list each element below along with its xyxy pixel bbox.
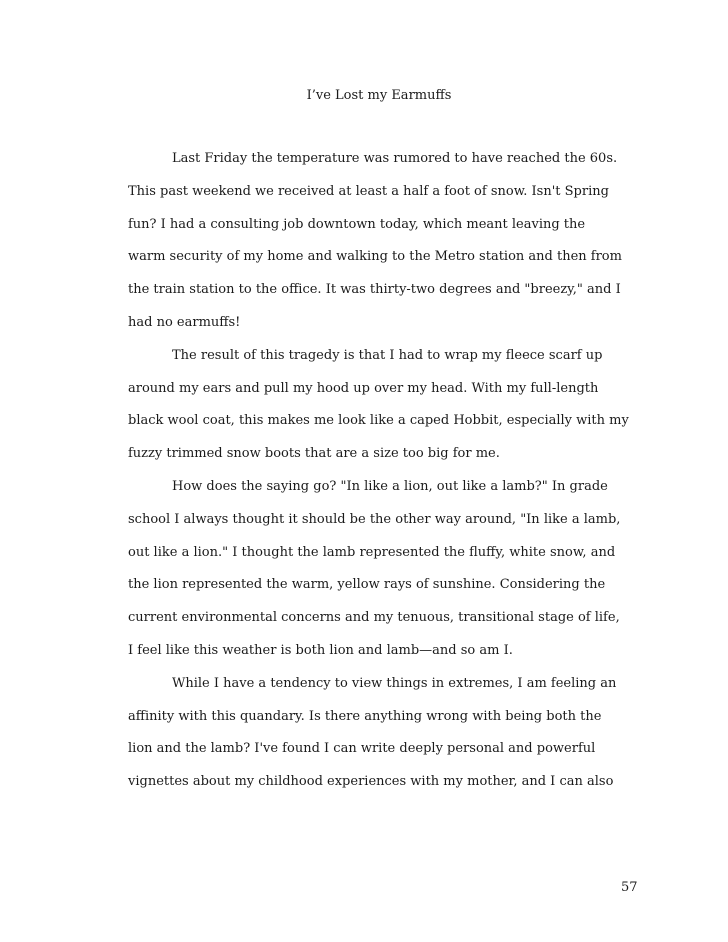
- paragraph-2-line-4: fuzzy trimmed snow boots that are a size too big for me.: [128, 446, 500, 462]
- page-number: 57: [621, 880, 638, 895]
- paragraph-1-line-3: fun? I had a consulting job downtown today, which meant leaving the: [128, 216, 586, 232]
- paragraph-2-line-1: The result of this tragedy is that I had to wrap my fleece scarf up: [172, 347, 603, 363]
- paragraph-3-line-2: school I always thought it should be the other way around, "In like a lamb,: [128, 511, 621, 527]
- paragraph-3-line-4: the lion represented the warm, yellow rays of sunshine. Considering the: [128, 577, 606, 593]
- paragraph-2-line-2: around my ears and pull my hood up over my head. With my full-length: [128, 380, 599, 396]
- paragraph-4-line-1: While I have a tendency to view things in extremes, I am feeling an: [172, 675, 617, 691]
- paragraph-1-line-4: warm security of my home and walking to the Metro station and then from: [128, 249, 622, 265]
- paragraph-1-line-1: Last Friday the temperature was rumored to have reached the 60s.: [172, 151, 618, 166]
- paragraph-4-line-2: affinity with this quandary. Is there anything wrong with being both the: [128, 708, 602, 724]
- paragraph-4-line-4: vignettes about my childhood experiences with my mother, and I can also: [128, 774, 614, 790]
- paragraph-3-line-5: current environmental concerns and my tenuous, transitional stage of life,: [128, 610, 620, 626]
- paragraph-1-line-2: This past weekend we received at least a half a foot of snow. Isn't Spring: [128, 183, 609, 199]
- paragraph-2-line-3: black wool coat, this makes me look like a caped Hobbit, especially with my: [128, 413, 629, 429]
- paragraph-1-line-5: the train station to the office. It was thirty-two degrees and "breezy," and I: [128, 282, 621, 298]
- document-body: [128, 148, 648, 804]
- paragraph-1-line-6: had no earmuffs!: [128, 314, 241, 330]
- paragraph-3-line-3: out like a lion." I thought the lamb represented the fluffy, white snow, and: [128, 544, 616, 560]
- document-title: I’ve Lost my Earmuffs: [306, 88, 452, 103]
- paragraph-4-line-3: lion and the lamb? I've found I can write deeply personal and powerful: [128, 741, 596, 757]
- paragraph-3-line-1: How does the saying go? "In like a lion, out like a lamb?" In grade: [172, 478, 608, 494]
- paragraph-3-line-6: I feel like this weather is both lion and lamb—and so am I.: [128, 642, 513, 658]
